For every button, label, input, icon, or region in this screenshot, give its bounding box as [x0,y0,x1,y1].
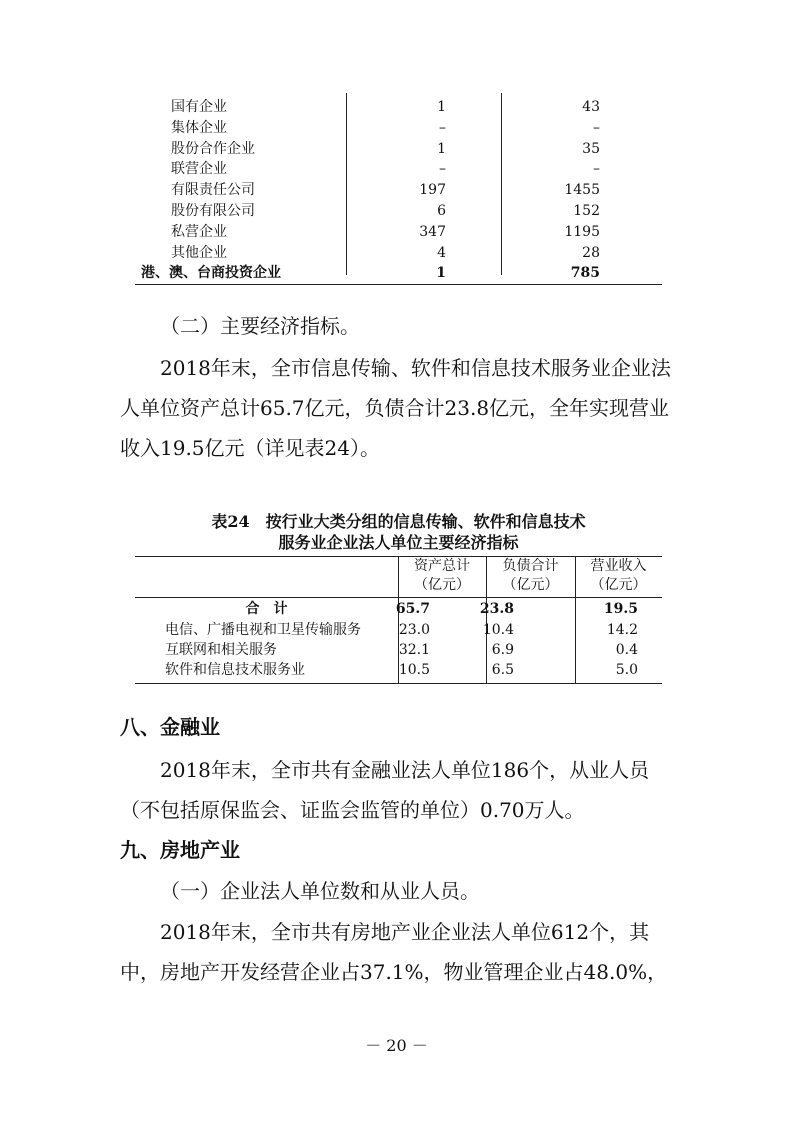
row-label: 股份有限公司 [171,203,255,219]
column-header [486,557,575,595]
cell-value: 785 [570,265,600,281]
header-unit: （亿元） [502,577,559,593]
cell-value: 23.0 [398,622,430,638]
cell-value: 1 [437,141,446,157]
table-row [135,263,662,283]
section-heading: 九、房地产业 [120,838,240,862]
section-subheading: （二）主要经济指标。 [160,314,360,338]
section-heading: 八、金融业 [120,715,220,739]
table-row [135,660,662,680]
cell-value: 152 [573,203,600,219]
table-row [135,139,662,159]
page-number: － 20 － [365,1036,428,1055]
cell-value: 1 [437,99,446,115]
column-header [575,557,662,595]
cell-value: 1 [436,265,446,281]
cell-value: 0.4 [615,642,638,658]
row-label: 股份合作企业 [171,141,255,157]
table-bottom-rule [135,284,662,285]
cell-value: – [439,161,446,177]
row-label: 私营企业 [171,224,227,240]
header-unit: （亿元） [590,577,647,593]
cell-value: 6.9 [491,642,514,658]
cell-value: 1455 [564,182,600,198]
row-label: 软件和信息技术服务业 [165,662,305,678]
row-label: 联营企业 [171,161,227,177]
table-row [135,180,662,200]
cell-value: 43 [582,99,600,115]
cell-value: 32.1 [398,642,430,658]
section-subheading: （一）企业法人单位数和从业人员。 [160,879,480,903]
cell-value: 6 [437,203,446,219]
row-label: 其他企业 [171,245,227,261]
row-label: 国有企业 [171,99,227,115]
row-label: 合 计 [245,601,288,617]
cell-value: – [593,161,600,177]
row-label: 港、澳、台商投资企业 [141,265,281,281]
cell-value: 65.7 [395,601,430,617]
cell-value: 5.0 [615,662,638,678]
cell-value: 4 [437,245,446,261]
cell-value: 1195 [564,224,600,240]
row-label: 集体企业 [171,120,227,136]
header-line: 资产总计 [414,558,470,574]
cell-value: 10.5 [398,662,430,678]
cell-value: 19.5 [603,601,638,617]
table-title: 服务业企业法人单位主要经济指标 [278,533,519,552]
cell-value: 14.2 [606,622,638,638]
row-label: 互联网和相关服务 [165,642,277,658]
paragraph: 2018年末，全市信息传输、软件和信息技术服务业企业法人单位资产总计65.7亿元，负债合计23.8亿元，全年实现营业收入19.5亿元（详见表24）。 [120,356,671,460]
cell-value: 35 [582,141,600,157]
cell-value: – [593,120,600,136]
cell-value: 197 [419,182,446,198]
cell-value: 6.5 [491,662,514,678]
paragraph: 2018年末，全市共有金融业法人单位186个，从业人员（不包括原保监会、证监会监管的单位）0.70万人。 [120,758,650,822]
table-row [135,620,662,640]
header-unit: （亿元） [414,577,470,593]
table-row [135,243,662,263]
table-24 [135,556,662,684]
table-row [135,97,662,117]
header-line: 营业收入 [590,558,647,574]
cell-value: 10.4 [482,622,514,638]
enterprise-type-table [135,93,662,285]
cell-value: – [439,120,446,136]
table-rule [135,683,662,684]
table-row [135,640,662,660]
table-row [135,118,662,138]
header-line: 负债合计 [502,558,559,574]
table-row [135,159,662,179]
table-title: 表24 按行业大类分组的信息传输、软件和信息技术 [211,512,586,531]
column-header [398,557,486,595]
row-label: 有限责任公司 [171,182,255,198]
cell-value: 347 [419,224,446,240]
row-label: 电信、广播电视和卫星传输服务 [165,622,361,638]
table-row-total [135,599,662,619]
cell-value: 23.8 [479,601,514,617]
table-row [135,201,662,221]
cell-value: 28 [582,245,600,261]
paragraph: 2018年末，全市共有房地产业企业法人单位612个，其中，房地产开发经营企业占37.1%，物业管理企业占48.0%， [120,920,668,984]
table-row [135,222,662,242]
